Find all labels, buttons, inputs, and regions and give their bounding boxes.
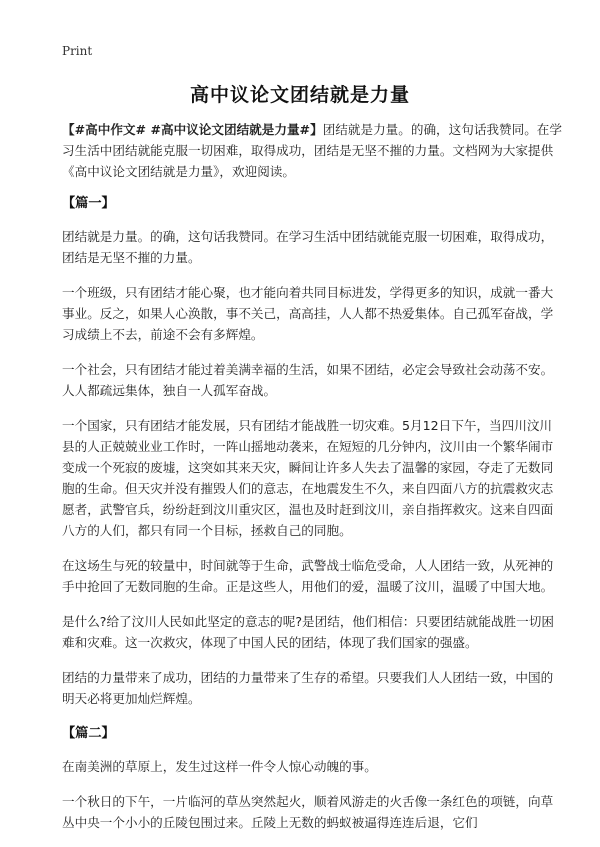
paragraph: 一个国家，只有团结才能发展，只有团结才能战胜一切灾难。5月12日下午，当四川汶川县的人正兢兢业业工作时，一阵山摇地动袭来，在短短的几分钟内，汶川由一个繁华闹市变成一个死寂的废墟，这突如其来天灾，瞬间让许多人失去了温馨的家园，夺走了无数同胞的生命。但天灾并没有摧毁人们的意志，在地震发生不久，来自四面八方的抗震救灾志愿者，武警官兵，纷纷赶到汶川重灾区，温也及时赶到汶川，亲自指挥救灾。这来自四面八方的人们，都只有同一个目标，拯救自己的同胞。 <box>62 418 554 538</box>
paragraph: 在这场生与死的较量中，时间就等于生命，武警战士临危受命，人人团结一致，从死神的手中抢回了无数同胞的生命。正是这些人，用他们的爱，温暖了汶川，温暖了中国大地。 <box>62 558 554 594</box>
paragraph: 一个秋日的下午，一片临河的草丛突然起火，顺着风游走的火舌像一条红色的项链，向草丛中央一个小小的丘陵包围过来。丘陵上无数的蚂蚁被逼得连连后退，它们 <box>62 794 554 830</box>
paragraph: 团结的力量带来了成功，团结的力量带来了生存的希望。只要我们人人团结一致，中国的明天必将更加灿烂辉煌。 <box>62 670 554 706</box>
intro-paragraph <box>62 119 562 182</box>
paragraph: 在南美洲的草原上，发生过这样一件令人惊心动魄的事。 <box>62 759 377 774</box>
paragraph: 是什么?给了汶川人民如此坚定的意志的呢?是团结，他们相信：只要团结就能战胜一切困难和灾难。这一次救灾，体现了中国人民的团结，体现了我们国家的强盛。 <box>62 614 554 650</box>
print-label: Print <box>62 44 93 58</box>
intro-tags: 【#高中作文# #高中议论文团结就是力量#】 <box>62 122 323 137</box>
paragraph: 一个社会，只有团结才能过着美满幸福的生活，如果不团结，必定会导致社会动荡不安。人人都疏远集体，独自一人孤军奋战。 <box>62 362 554 398</box>
section-heading-2: 【篇二】 <box>62 726 115 741</box>
section-heading-1: 【篇一】 <box>62 196 115 211</box>
paragraph: 团结就是力量。的确，这句话我赞同。在学习生活中团结就能克服一切困难，取得成功，团结是无坚不摧的力量。 <box>62 229 554 265</box>
page-title: 高中议论文团结就是力量 <box>189 84 410 106</box>
article-body <box>62 119 562 847</box>
intro-text: 团结就是力量。的确，这句话我赞同。在学习生活中团结就能克服一切困难，取得成功，团结是无坚不摧的力量。文档网为大家提供《高中议论文团结就是力量》，欢迎阅读。 <box>62 122 562 179</box>
paragraph: 一个班级，只有团结才能心聚，也才能向着共同目标进发，学得更多的知识，成就一番大事业。反之，如果人心涣散，事不关己，高高挂，人人都不热爱集体。自己孤军奋战，学习成绩上不去，前途不会有多辉煌。 <box>62 285 554 342</box>
